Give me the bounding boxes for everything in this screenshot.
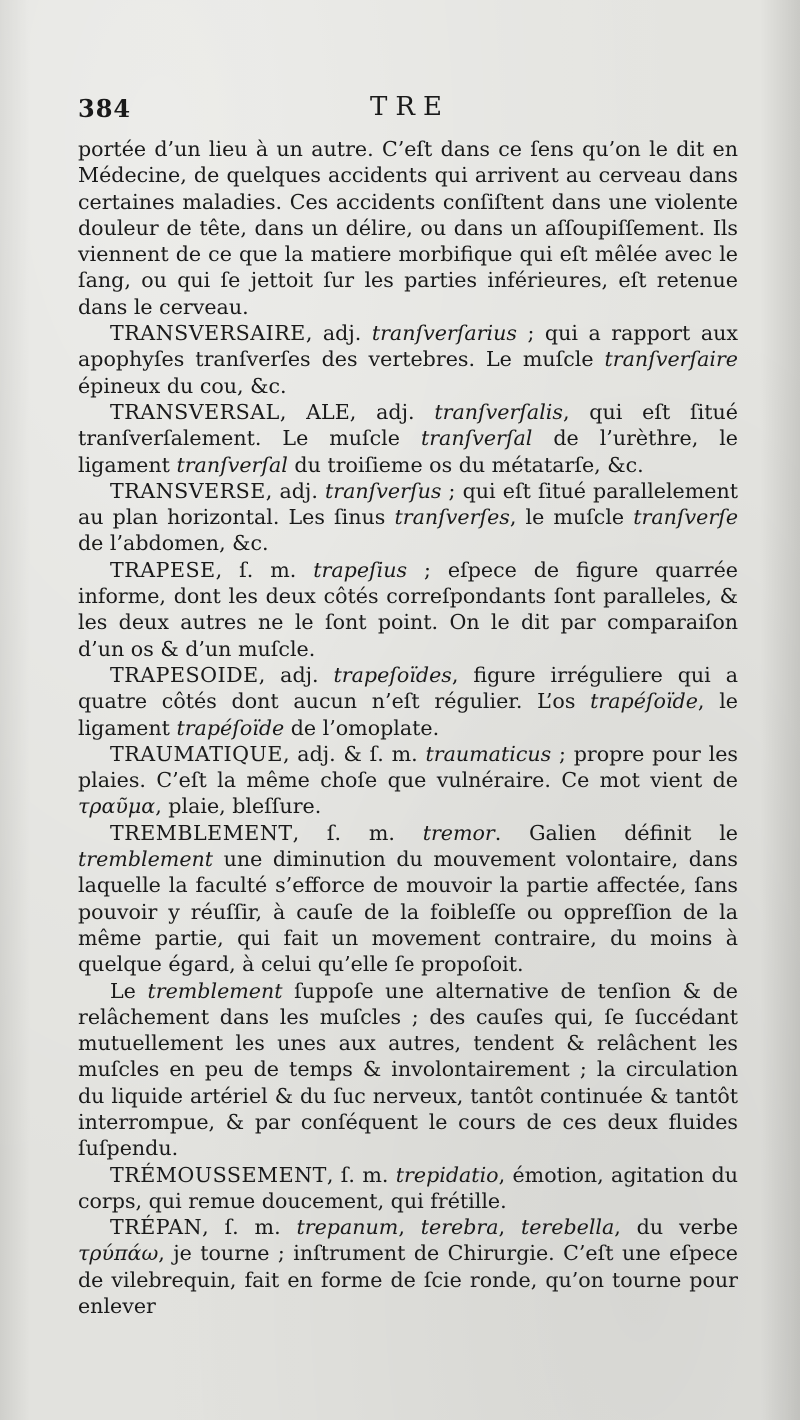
entry-text: de l’abdomen, &c.	[78, 531, 269, 556]
entry-text: , ſ. m.	[326, 1162, 396, 1187]
entry-text: , ſ. m.	[292, 820, 423, 845]
entry-text: ,	[398, 1215, 421, 1240]
italic-term: trapeſius	[313, 557, 408, 582]
entry-text: ; propre pour les plaies. C’eſt la même choſe que vulnéraire. Ce mot vient de	[78, 741, 739, 793]
running-head: TRE	[370, 92, 450, 122]
entry-text: , adj.	[258, 662, 334, 687]
entry-text: , le ligament	[78, 689, 738, 740]
italic-term: tranſverſarius	[371, 321, 517, 346]
dictionary-entry	[78, 741, 738, 820]
entry-text: , adj. & ſ. m.	[282, 741, 426, 766]
entry-headword: TRAUMATIQUE	[110, 741, 283, 766]
entry-headword: TRÉMOUSSEMENT	[110, 1162, 327, 1187]
entry-text: , ſ. m.	[215, 557, 314, 582]
italic-term: τρύπάω	[78, 1241, 159, 1266]
entry-headword: TRANSVERSAIRE	[110, 321, 306, 346]
entry-headword: TRÉPAN	[110, 1215, 203, 1240]
italic-term: tranſverſal	[176, 452, 288, 477]
italic-term: trapéſoïde	[176, 715, 285, 740]
entry-text: Le	[110, 978, 148, 1003]
entry-text: ſuppoſe une alternative de tenſion & de relâchement dans les muſcles ; des cauſes qui, ſe ſuccédant mutuellement les unes aux autres, tendent & relâchent les muſcles en peu de temps & involontairement ; la circulation du liquide artériel & du ſuc nerveux, tantôt continuée & tantôt interrompue, & par conſéquent le cours de ces deux fluides ſuſpendu.	[78, 978, 738, 1161]
italic-term: tranſverſalis	[434, 399, 563, 424]
entry-text: , adj.	[305, 321, 372, 346]
italic-term: trepidatio	[395, 1162, 499, 1187]
italic-term: tremblement	[78, 847, 214, 872]
italic-term: tremor	[422, 820, 495, 845]
italic-term: tranſverſaire	[604, 347, 738, 372]
entry-text: de l’urèthre, le ligament	[78, 426, 738, 477]
entry-text: , ſ. m.	[202, 1215, 297, 1240]
continued-paragraph	[78, 136, 738, 320]
entry-text: , qui eſt ſitué tranſverſalement. Le muſcle	[78, 399, 738, 451]
italic-term: traumaticus	[425, 741, 552, 766]
entry-text: , adj.	[265, 478, 325, 503]
italic-term: τραῦμα	[78, 794, 156, 819]
entry-text: ; qui eſt ſitué parallelement au plan horizontal. Les ſinus	[78, 478, 739, 530]
entry-text: , je tourne ; inſtrument de Chirurgie. C’eſt une eſpece de vilebrequin, fait en forme de ſcie ronde, qu’on tourne pour enlever	[78, 1241, 738, 1319]
entry-text: de l’omoplate.	[284, 715, 440, 740]
entry-headword: TREMBLEMENT	[110, 820, 293, 845]
italic-term: tranſverſal	[420, 426, 533, 451]
entry-text: , figure irréguliere qui a quatre côtés dont aucun n’eſt régulier. L’os	[78, 662, 738, 714]
dictionary-entry	[78, 557, 738, 662]
entry-text: épineux du cou, &c.	[78, 373, 287, 398]
entry-text: , émotion, agitation du corps, qui remue doucement, qui frétille.	[78, 1162, 738, 1213]
entry-text: ; qui a rapport aux apophyſes tranſverſes des vertebres. Le muſcle	[78, 321, 738, 372]
entry-text: , plaie, bleſſure.	[155, 794, 322, 819]
entry-text: , ALE, adj.	[279, 399, 435, 424]
dictionary-entry	[78, 1162, 738, 1215]
entry-text: une diminution du mouvement volontaire, dans laquelle la faculté s’efforce de mouvoir la partie affectée, ſans pouvoir y réuſſir, à cauſe de la foibleſſe ou oppreſſion de la même partie, qui fait un movement contraire, du moins à quelque égard, à celui qu’elle ſe propoſoit.	[78, 847, 738, 977]
dictionary-entry	[78, 1214, 738, 1319]
entry-headword: TRANSVERSE	[110, 478, 266, 503]
italic-term: trapéſoïde	[590, 689, 698, 714]
dictionary-entry	[78, 399, 738, 478]
dictionary-text	[78, 136, 738, 1319]
italic-term: trepanum	[296, 1215, 399, 1240]
entry-headword: TRAPESE	[110, 557, 216, 582]
entry-text: ,	[498, 1215, 521, 1240]
dictionary-entry	[78, 820, 738, 978]
entry-text: . Galien définit le	[494, 820, 738, 845]
dictionary-entry	[78, 662, 738, 741]
entry-text: , le muſcle	[509, 505, 634, 530]
entry-headword: TRANSVERSAL	[110, 399, 280, 424]
italic-term: tranſverſus	[325, 478, 442, 503]
italic-term: tranſverſes	[394, 505, 510, 530]
entry-text: ; eſpece de figure quarrée informe, dont les deux côtés correſpondants ſont paralleles, & les deux autres ne le ſont point. On le dit par comparaiſon d’un os & d’un muſcle.	[78, 557, 738, 661]
page-number: 384	[78, 94, 132, 123]
italic-term: terebella	[520, 1215, 615, 1240]
dictionary-entry	[78, 478, 738, 557]
dictionary-entry	[78, 320, 738, 399]
italic-term: tremblement	[147, 978, 283, 1003]
entry-text: , du verbe	[614, 1215, 739, 1240]
italic-term: tranſverſe	[633, 505, 739, 530]
entry-headword: TRAPESOIDE	[110, 662, 259, 687]
entry-text: du troiſieme os du métatarſe, &c.	[287, 452, 644, 477]
dictionary-entry	[78, 978, 738, 1162]
page-header	[78, 92, 742, 124]
entry-text: portée d’un lieu à un autre. C’eſt dans ce ſens qu’on le dit en Médecine, de quelques accidents qui arrivent au cerveau dans certaines maladies. Ces accidents conſiſtent dans une violente douleur de tête, dans un délire, ou dans un aſſoupiſſement. Ils viennent de ce que la matiere morbifique qui eſt mêlée avec le ſang, ou qui ſe jettoit ſur les parties inférieures, eſt retenue dans le cerveau.	[78, 137, 738, 319]
italic-term: terebra	[420, 1215, 499, 1240]
italic-term: trapeſoïdes	[333, 662, 452, 687]
